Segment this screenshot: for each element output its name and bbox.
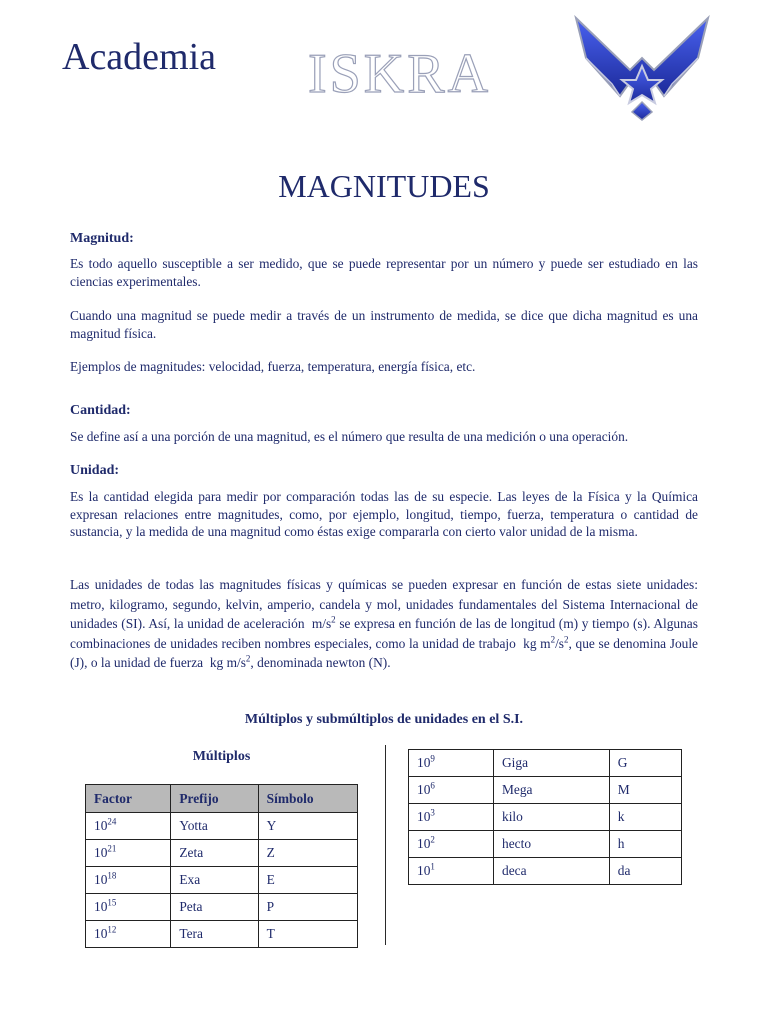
prefix-cell: Exa: [171, 867, 258, 894]
unidad-definition: Es la cantidad elegida para medir por comparación todas las de su especie. Las leyes de la Física y la Química expresan relaciones entre magnitudes, como, por ejemplo, longitud, tiempo, fuerza, temperatura o cantidad de sustancia, y la medida de una magnitud como éstas exige compararla con cierto valor unidad de la misma.: [70, 489, 698, 539]
symbol-cell: k: [609, 804, 681, 831]
multiples-section-title: Múltiplos y submúltiplos de unidades en el S.I.: [244, 712, 524, 727]
factor-cell: $10^6$: [409, 777, 494, 804]
iskra-logo: ISKRA: [308, 43, 492, 105]
symbol-cell: Z: [258, 840, 357, 867]
factor-cell: $10^3$: [409, 804, 494, 831]
prefix-cell: kilo: [494, 804, 610, 831]
heading-unidad: Unidad:: [70, 463, 120, 478]
symbol-cell: M: [609, 777, 681, 804]
header-factor: Factor: [86, 785, 171, 813]
unidades-text-c: , que se denomina Joule (J), o la unidad de fuerza: [70, 635, 698, 670]
multiples-table-right: [408, 749, 682, 885]
wings-emblem-icon: [572, 10, 712, 122]
heading-magnitud: Magnitud:: [70, 231, 134, 246]
table-row: [86, 921, 358, 948]
factor-cell: $10^{21}$: [86, 840, 171, 867]
table-row: [409, 750, 682, 777]
table-row: [409, 777, 682, 804]
symbol-cell: G: [609, 750, 681, 777]
symbol-cell: h: [609, 831, 681, 858]
page-title: MAGNITUDES: [278, 168, 490, 204]
header-simbolo: Símbolo: [258, 785, 357, 813]
unit-kg-m2-s2: kg $m^2/s^2$: [523, 634, 569, 651]
column-divider: [385, 745, 386, 945]
table-row: [86, 867, 358, 894]
symbol-cell: E: [258, 867, 357, 894]
unidades-text-a: Las unidades de todas las magnitudes físicas y químicas se pueden expresar en función de estas siete unidades: metro, kilogramo, segundo, kelvin, amperio, candela y mol, unidades fundamentales del Sistema Internacional de unidades (SI). Así, la unidad de aceleración: [70, 577, 698, 631]
table-row: [86, 840, 358, 867]
magnitud-fisica-paragraph: Cuando una magnitud se puede medir a través de un instrumento de medida, se dice que dicha magnitud es una magnitud física.: [70, 308, 698, 341]
unidades-si-paragraph: [70, 575, 698, 673]
prefix-cell: Zeta: [171, 840, 258, 867]
prefix-cell: hecto: [494, 831, 610, 858]
table-row: [86, 894, 358, 921]
symbol-cell: da: [609, 858, 681, 885]
factor-cell: $10^{18}$: [86, 867, 171, 894]
symbol-cell: T: [258, 921, 357, 948]
table-row: [86, 813, 358, 840]
symbol-cell: P: [258, 894, 357, 921]
magnitud-examples: Ejemplos de magnitudes: velocidad, fuerza, temperatura, energía física, etc.: [70, 359, 476, 374]
prefix-cell: Tera: [171, 921, 258, 948]
table-header-row: [86, 785, 358, 813]
academy-label: Academia: [62, 36, 217, 78]
table-row: [409, 858, 682, 885]
factor-cell: $10^1$: [409, 858, 494, 885]
cantidad-definition: Se define así a una porción de una magnitud, es el número que resulta de una medición o una operación.: [70, 429, 629, 444]
prefix-cell: Giga: [494, 750, 610, 777]
multiples-title: Múltiplos: [192, 749, 251, 764]
prefix-cell: Peta: [171, 894, 258, 921]
magnitud-definition: Es todo aquello susceptible a ser medido, que se puede representar por un número y puede ser estudiado en las ciencias experimentales.: [70, 256, 698, 289]
factor-cell: $10^2$: [409, 831, 494, 858]
factor-cell: $10^{24}$: [86, 813, 171, 840]
table-row: [409, 804, 682, 831]
factor-cell: $10^{15}$: [86, 894, 171, 921]
prefix-cell: Yotta: [171, 813, 258, 840]
prefix-cell: Mega: [494, 777, 610, 804]
factor-cell: $10^9$: [409, 750, 494, 777]
prefix-cell: deca: [494, 858, 610, 885]
symbol-cell: Y: [258, 813, 357, 840]
factor-cell: $10^{12}$: [86, 921, 171, 948]
heading-cantidad: Cantidad:: [70, 403, 131, 418]
header-prefijo: Prefijo: [171, 785, 258, 813]
unidades-text-b: se expresa en función de las de longitud (m) y tiempo (s). Algunas combinaciones de unidades reciben nombres especiales, como la unidad de trabajo: [70, 616, 698, 651]
unit-kg-m-s2: kg $m/s^2$: [209, 653, 251, 670]
unidades-text-d: , denominada newton (N).: [250, 655, 391, 670]
unit-m-s2: $m/s^2$: [311, 614, 336, 631]
multiples-table-left: [85, 784, 358, 948]
table-row: [409, 831, 682, 858]
